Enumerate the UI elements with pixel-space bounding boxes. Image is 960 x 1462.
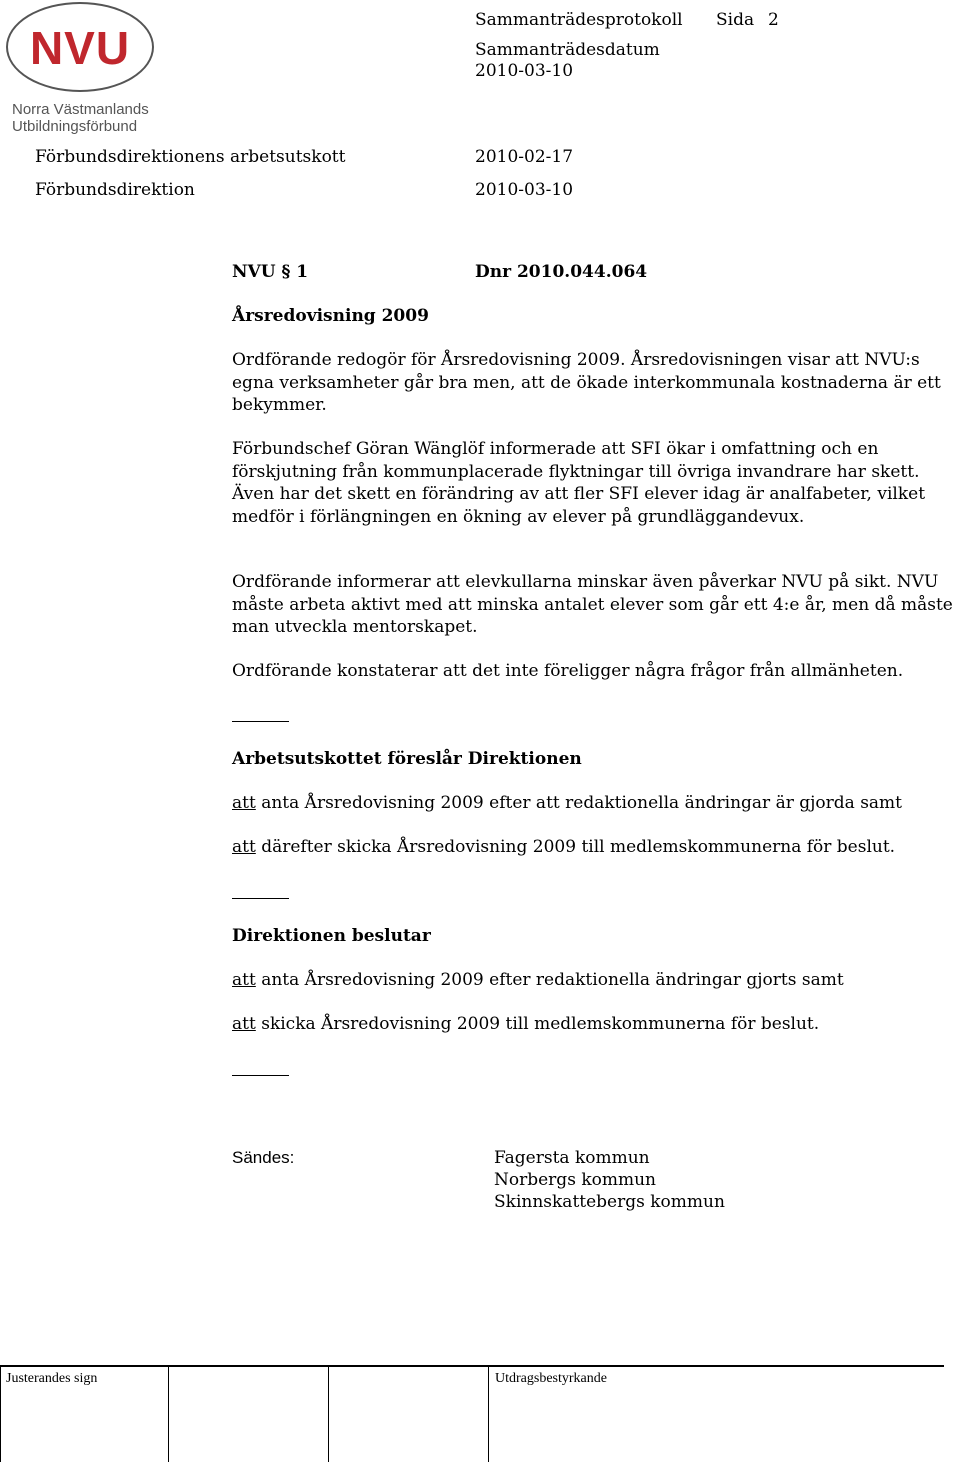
footer-cell — [168, 1367, 169, 1462]
page-label: Sida — [716, 10, 755, 30]
body-name: Förbundsdirektion — [35, 180, 195, 200]
paragraph-ref: NVU § 1 — [232, 262, 309, 282]
meeting-date-label: Sammanträdesdatum — [475, 40, 660, 60]
decision-item — [232, 1013, 819, 1035]
decision-heading: Direktionen beslutar — [232, 926, 431, 946]
proposal-text: anta Årsredovisning 2009 efter att redaktionella ändringar är gjorda samt — [255, 793, 903, 813]
separator-line — [232, 721, 289, 722]
footer-cell — [488, 1367, 489, 1462]
recipient: Fagersta kommun — [494, 1148, 650, 1168]
separator-line — [232, 898, 289, 899]
proposal-text: därefter skicka Årsredovisning 2009 till medlemskommunerna för beslut. — [255, 837, 896, 857]
body-date: 2010-02-17 — [475, 147, 574, 167]
logo-line-2: Utbildningsförbund — [12, 118, 138, 135]
justerandes-sign-label: Justerandes sign — [6, 1371, 98, 1386]
paragraph-2: Förbundschef Göran Wänglöf informerade att SFI ökar i omfattning och en förskjutning från kommunplacerade flyktningar till övriga invandrare har skett. Även har det skett en förändring av att fler SFI elever idag är analfabeter, vilket medför i förlängningen en ökning av elever på grundläggandevux. — [232, 439, 926, 527]
logo-line-1: Norra Västmanlands — [12, 101, 149, 118]
att-keyword: att — [232, 1014, 256, 1034]
distribution-label: Sändes: — [232, 1148, 295, 1167]
body-name: Förbundsdirektionens arbetsutskott — [35, 147, 346, 167]
nvu-logo — [6, 2, 156, 136]
decision-text: anta Årsredovisning 2009 efter redaktionella ändringar gjorts samt — [255, 970, 844, 990]
proposal-heading: Arbetsutskottet föreslår Direktionen — [232, 749, 582, 769]
signature-footer — [0, 1365, 944, 1462]
att-keyword: att — [232, 793, 256, 813]
body-date: 2010-03-10 — [475, 180, 574, 200]
paragraph-1: Ordförande redogör för Årsredovisning 2009. Årsredovisningen visar att NVU:s egna verksamheter går bra men, att de ökade interkommunala kostnaderna är ett bekymmer. — [232, 350, 941, 415]
proposal-item — [232, 836, 895, 858]
recipient: Norbergs kommun — [494, 1170, 656, 1190]
dnr: Dnr 2010.044.064 — [475, 262, 648, 282]
meeting-date-value: 2010-03-10 — [475, 61, 574, 81]
protocol-label: Sammanträdesprotokoll — [475, 10, 683, 30]
logo-mark: NVU — [29, 22, 131, 74]
page-number: 2 — [768, 10, 779, 30]
att-keyword: att — [232, 970, 256, 990]
recipient: Skinnskattebergs kommun — [494, 1192, 725, 1212]
item-title: Årsredovisning 2009 — [232, 306, 429, 326]
separator-line — [232, 1075, 289, 1076]
paragraph-4: Ordförande konstaterar att det inte föreligger några frågor från allmänheten. — [232, 661, 904, 681]
footer-cell — [328, 1367, 329, 1462]
utdragsbestyrkande-label: Utdragsbestyrkande — [495, 1371, 607, 1386]
proposal-item — [232, 792, 902, 814]
footer-cell — [0, 1367, 1, 1462]
decision-item — [232, 969, 844, 991]
att-keyword: att — [232, 837, 256, 857]
decision-text: skicka Årsredovisning 2009 till medlemskommunerna för beslut. — [255, 1014, 820, 1034]
paragraph-3: Ordförande informerar att elevkullarna minskar även påverkar NVU på sikt. NVU måste arbeta aktivt med att minska antalet elever som går ett 4:e år, men då måste man utveckla mentorskapet. — [232, 572, 953, 637]
